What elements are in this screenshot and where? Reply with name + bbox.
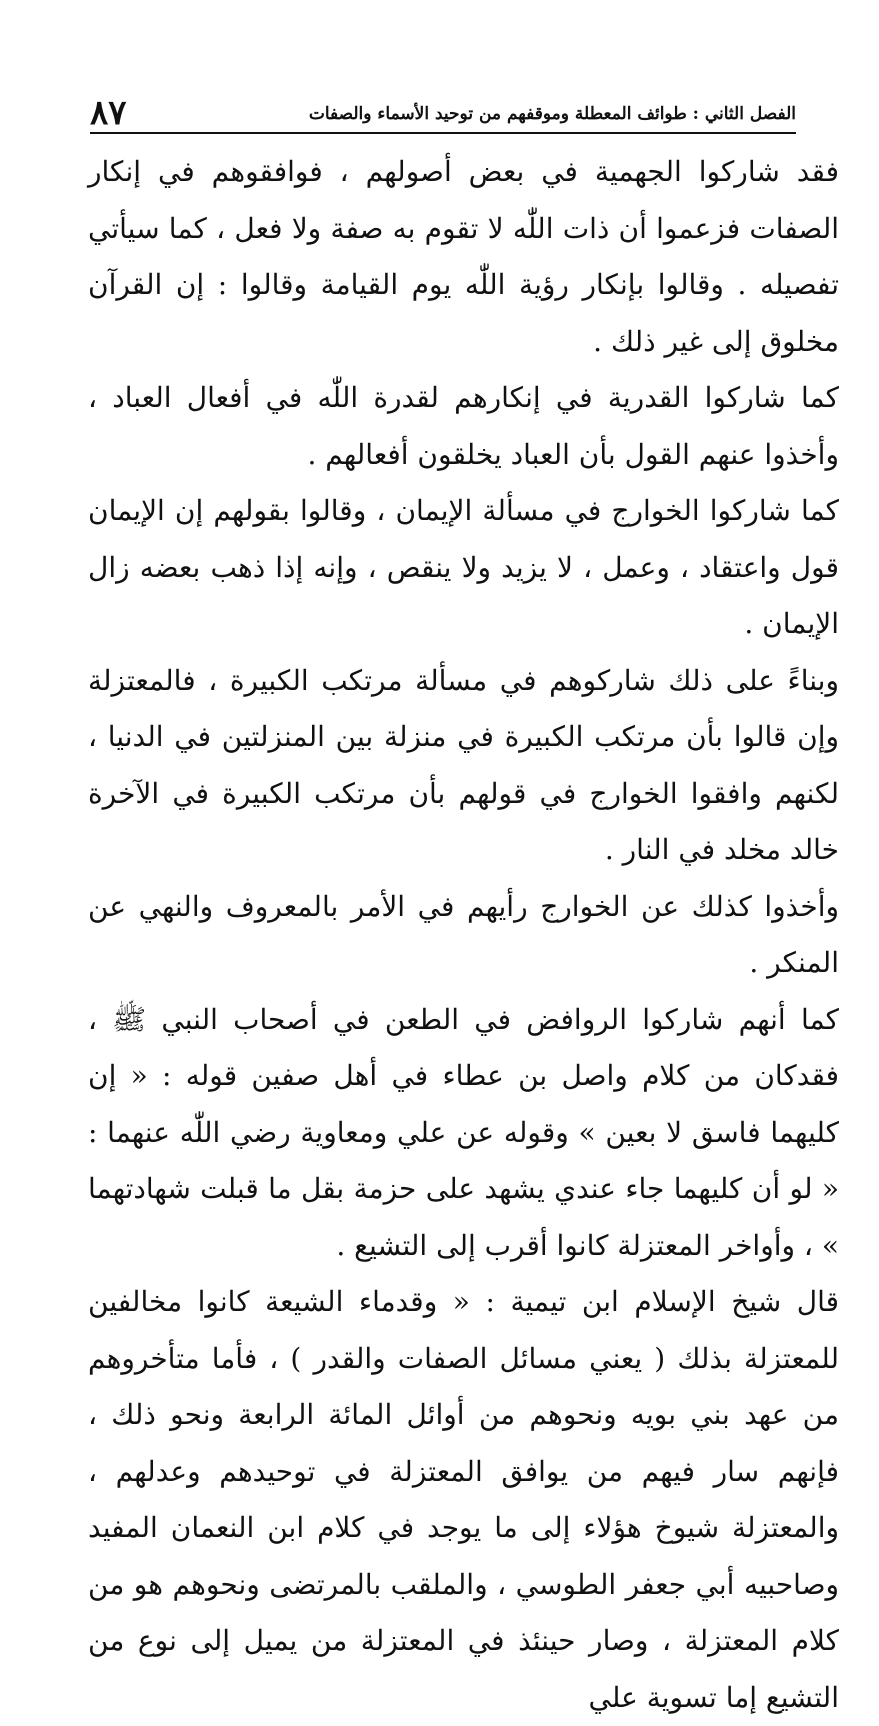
paragraph-3: كما شاركوا الخوارج في مسألة الإيمان ، وقالوا بقولهم إن الإيمان قول واعتقاد ، وعمل ، لا يزيد ولا ينقص ، وإنه إذا ذهب بعضه زال الإيمان . <box>88 494 839 640</box>
chapter-title: الفصل الثاني : طوائف المعطلة وموقفهم من توحيد الأسماء والصفات <box>308 104 796 124</box>
paragraph-4: وبناءً على ذلك شاركوهم في مسألة مرتكب الكبيرة ، فالمعتزلة وإن قالوا بأن مرتكب الكبيرة في منزلة بين المنزلتين في الدنيا ، لكنهم وافقوا الخوارج في قولهم بأن مرتكب الكبيرة في الآخرة خالد مخلد في النار . <box>88 663 839 866</box>
paragraph-2: كما شاركوا القدرية في إنكارهم لقدرة اللّٰه في أفعال العباد ، وأخذوا عنهم القول بأن العباد يخلقون أفعالهم . <box>88 381 839 471</box>
page-number: ٨٧ <box>90 93 127 133</box>
paragraph-5: وأخذوا كذلك عن الخوارج رأيهم في الأمر بالمعروف والنهي عن المنكر . <box>88 889 839 979</box>
running-header <box>90 88 796 134</box>
body-text <box>88 144 839 1726</box>
paragraph-6: كما أنهم شاركوا الروافض في الطعن في أصحاب النبي ﷺ ، فقدكان من كلام واصل بن عطاء في أهل صفين قوله : « إن كليهما فاسق لا بعين » وقوله عن علي ومعاوية رضي اللّٰه عنهما : « لو أن كليهما جاء عندي يشهد على حزمة بقل ما قبلت شهادتهما » ، وأواخر المعتزلة كانوا أقرب إلى التشيع . <box>88 1002 839 1262</box>
paragraph-7: قال شيخ الإسلام ابن تيمية : « وقدماء الشيعة كانوا مخالفين للمعتزلة بذلك ( يعني مسائل الصفات والقدر ) ، فأما متأخروهم من عهد بني بويه ونحوهم من أوائل المائة الرابعة ونحو ذلك ، فإنهم سار فيهم من يوافق المعتزلة في توحيدهم وعدلهم ، والمعتزلة شيوخ هؤلاء إلى ما يوجد في كلام ابن النعمان المفيد وصاحبيه أبي جعفر الطوسي ، والملقب بالمرتضى ونحوهم هو من كلام المعتزلة ، وصار حينئذ في المعتزلة من يميل إلى نوع من التشيع إما تسوية علي <box>88 1285 839 1714</box>
paragraph-1: فقد شاركوا الجهمية في بعض أصولهم ، فوافقوهم في إنكار الصفات فزعموا أن ذات اللّٰه لا تقوم به صفة ولا فعل ، كما سيأتي تفصيله . وقالوا بإنكار رؤية اللّٰه يوم القيامة وقالوا : إن القرآن مخلوق إلى غير ذلك . <box>88 155 839 358</box>
